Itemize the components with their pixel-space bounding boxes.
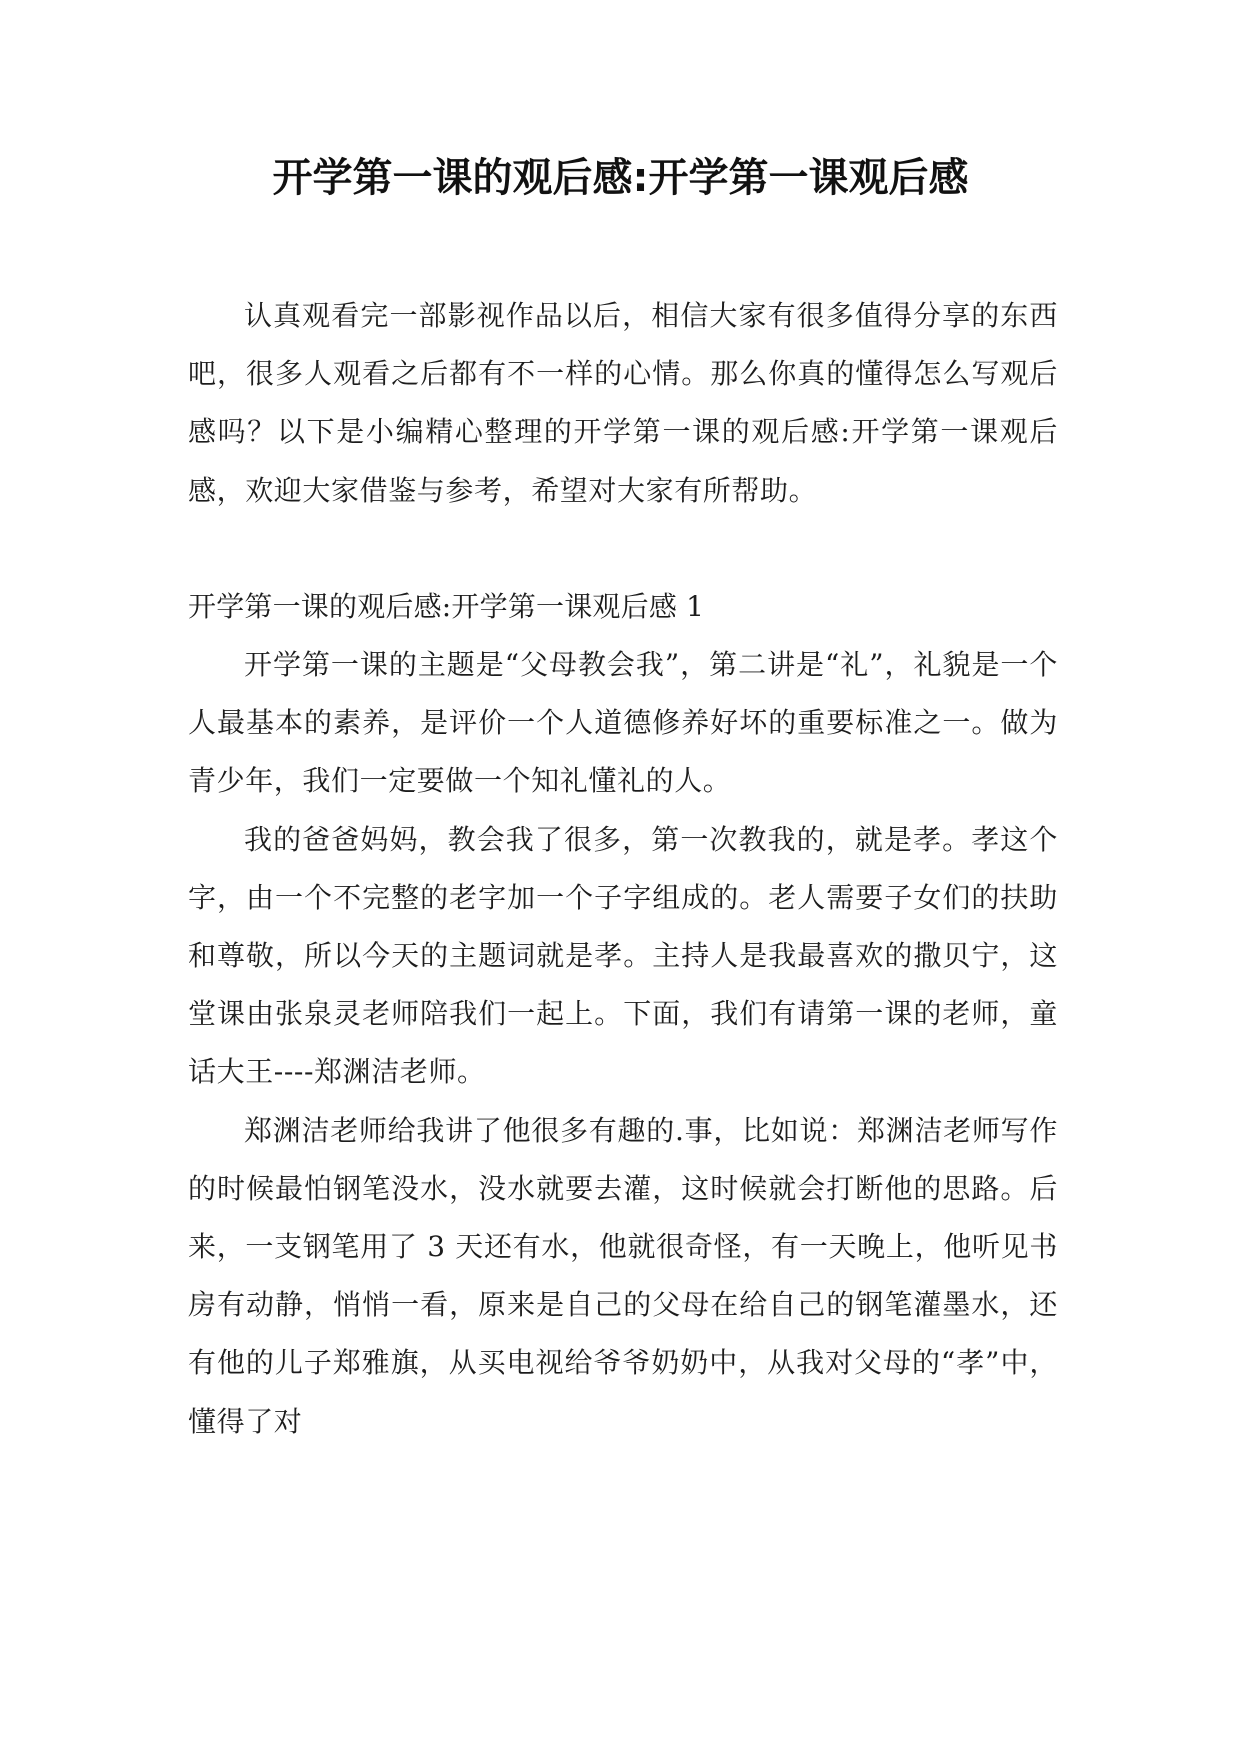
body-paragraph-2: 我的爸爸妈妈，教会我了很多，第一次教我的，就是孝。孝这个字，由一个不完整的老字加一个子字组成的。老人需要子女们的扶助和尊敬，所以今天的主题词就是孝。主持人是我最喜欢的撒贝宁，这堂课由张泉灵老师陪我们一起上。下面，我们有请第一课的老师，童话大王----郑渊洁老师。 xyxy=(188,822,1058,1089)
body-paragraph-1: 开学第一课的主题是“父母教会我”，第二讲是“礼”，礼貌是一个人最基本的素养，是评价一个人道德修养好坏的重要标准之一。做为青少年，我们一定要做一个知礼懂礼的人。 xyxy=(188,648,1058,798)
document-body xyxy=(188,287,1058,1451)
intro-paragraph: 认真观看完一部影视作品以后，相信大家有很多值得分享的东西吧，很多人观看之后都有不一样的心情。那么你真的懂得怎么写观后感吗？以下是小编精心整理的开学第一课的观后感:开学第一课观后感，欢迎大家借鉴与参考，希望对大家有所帮助。 xyxy=(188,299,1058,507)
section-heading: 开学第一课的观后感:开学第一课观后感 1 xyxy=(188,589,705,623)
document-title: 开学第一课的观后感:开学第一课观后感 xyxy=(272,155,969,201)
body-paragraph-3: 郑渊洁老师给我讲了他很多有趣的.事，比如说：郑渊洁老师写作的时候最怕钢笔没水，没水就要去灌，这时候就会打断他的思路。后来，一支钢笔用了 3 天还有水，他就很奇怪，有一天晚上，他听见书房有动静，悄悄一看，原来是自己的父母在给自己的钢笔灌墨水，还有他的儿子郑雅旗，从买电视给爷爷奶奶中，从我对父母的“孝”中，懂得了对 xyxy=(188,1113,1058,1438)
